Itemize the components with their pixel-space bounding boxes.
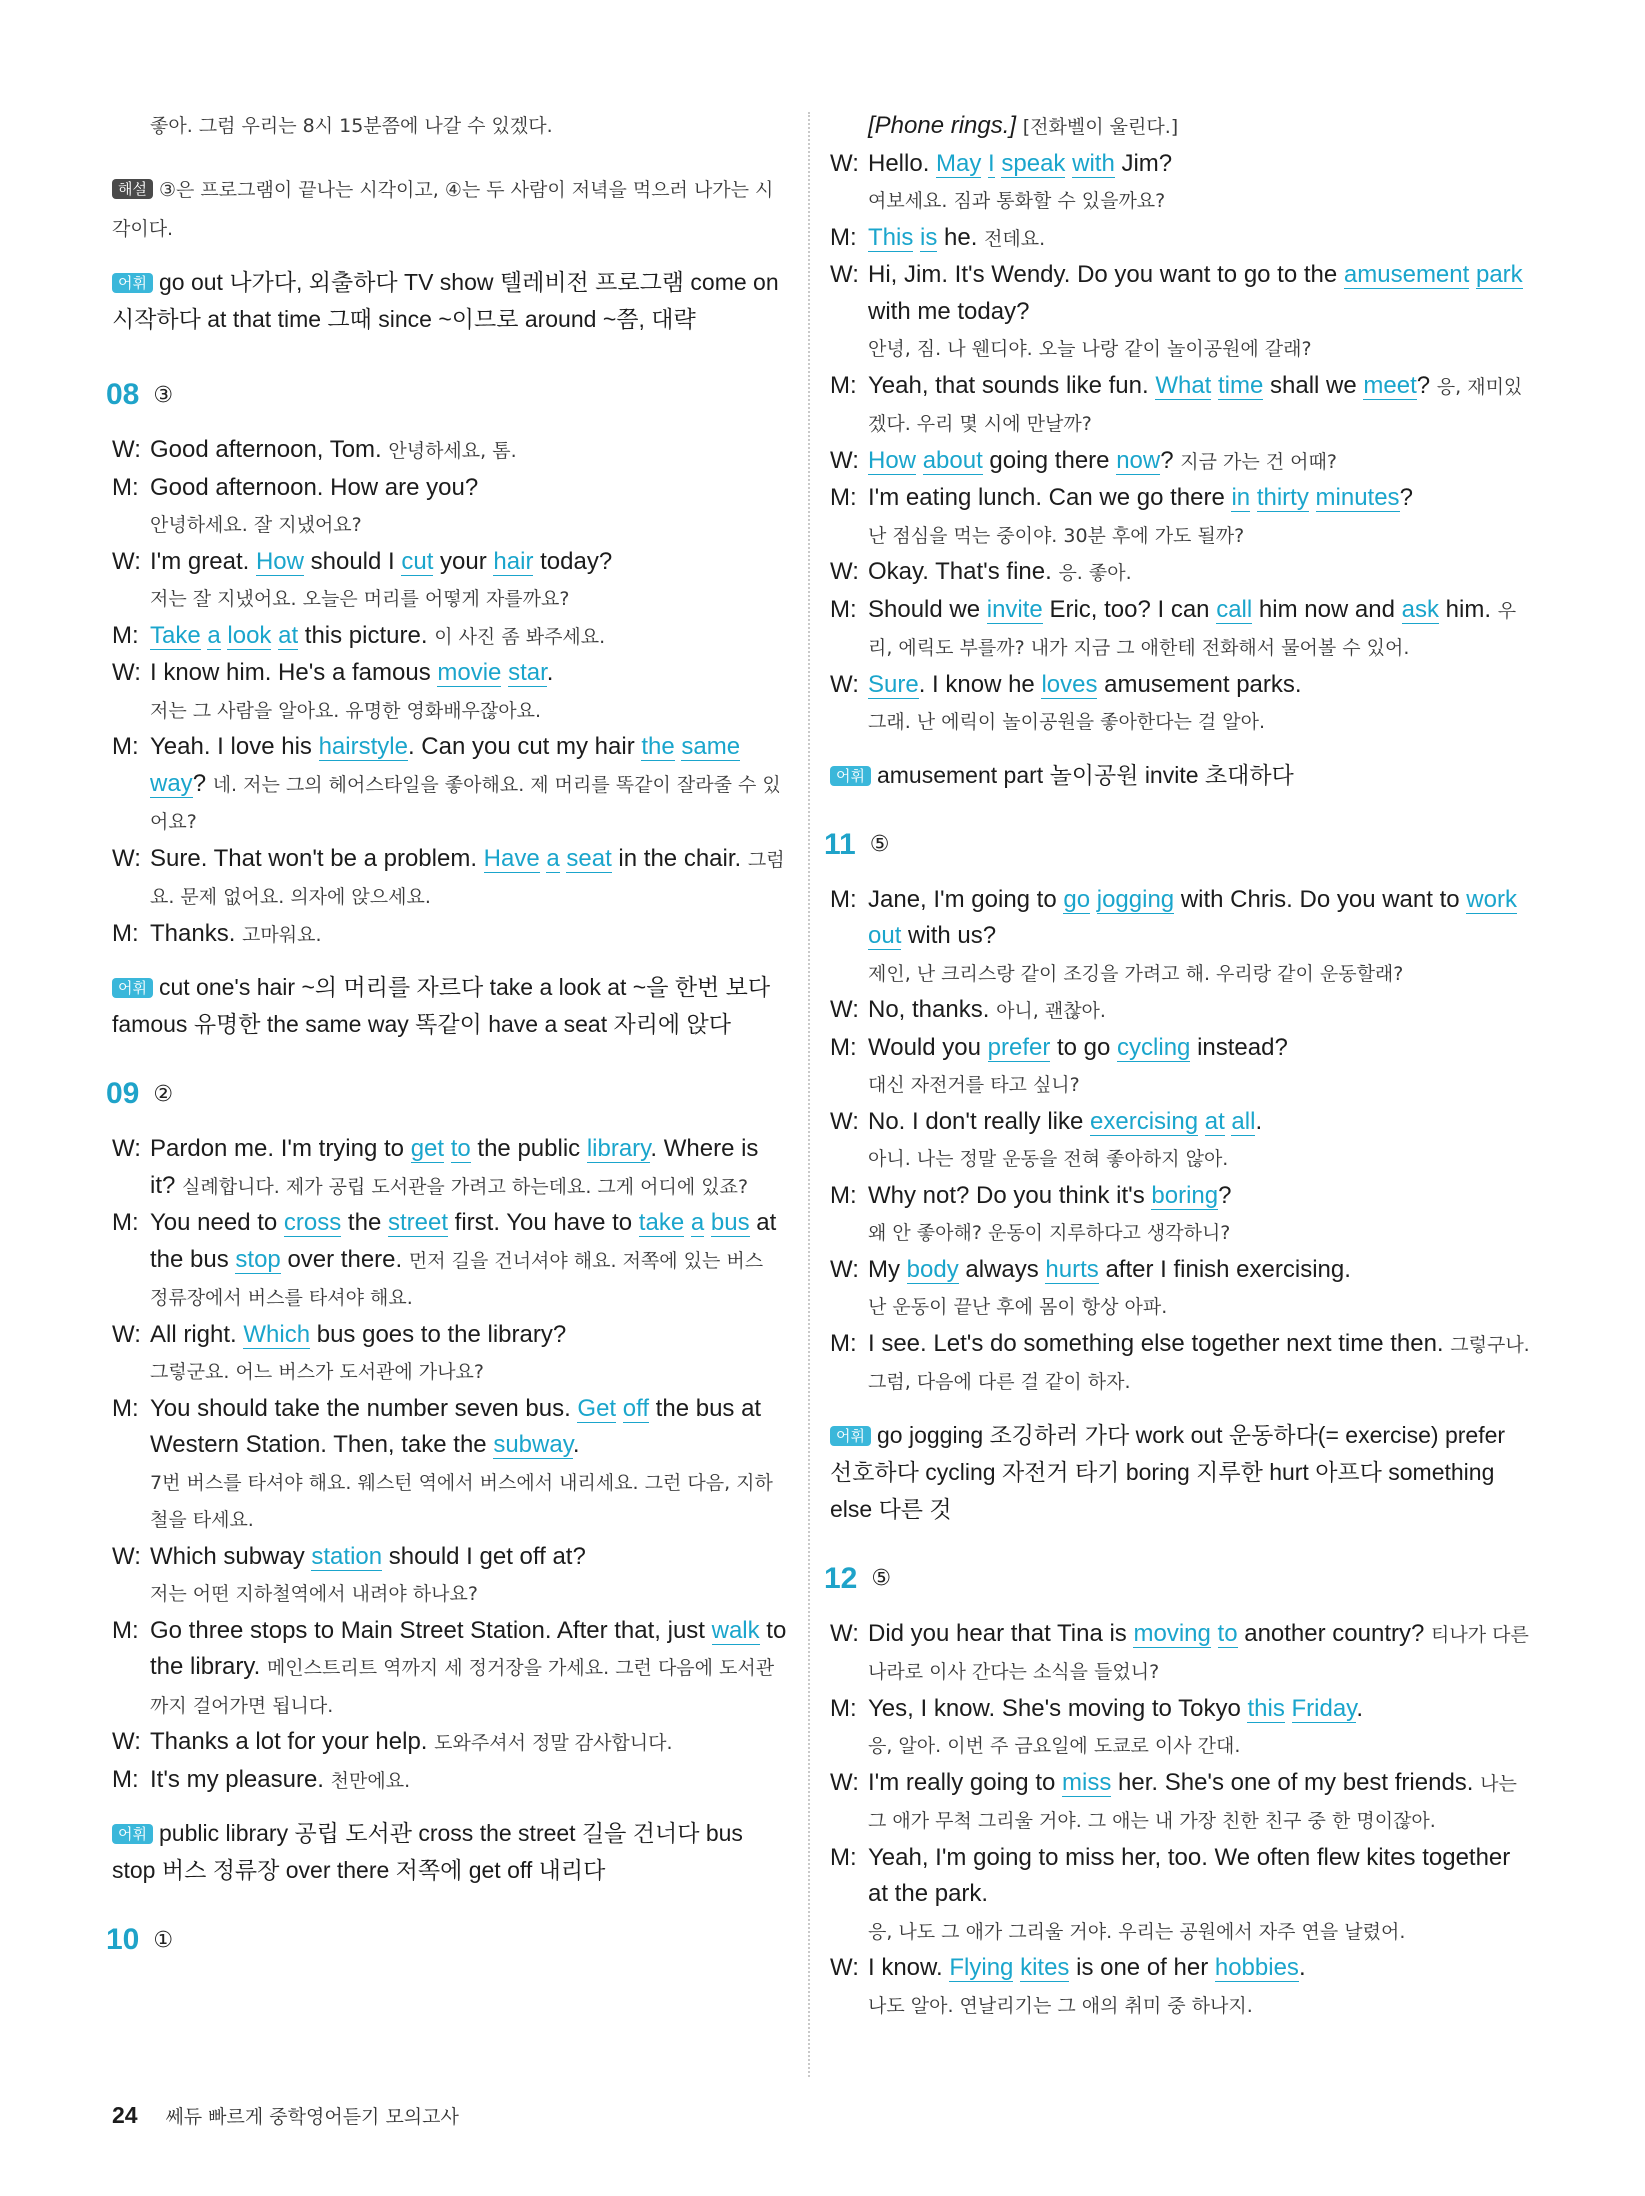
question-12: 12 ⑤ W: Did you hear that Tina is moving to another country? 티나가 다른 나라로 이사 간다는 소식을 들었니? M: Yes, I know. She's moving to Tokyo this Friday. 응, 알아. 이번 주 금요일에 도쿄로 이사 간대. W: I'm really going to miss her. She's one of my best friends. 나는 그 애가 무척 그리울 거야. 그 애는 내 가장 친한 친구 중 한 명이잖아. M: Yeah, I'm going to miss her, too. We often flew kites together at the park. 응, 나도 그 애가 그리울 거야. 우리는 공원에서 자주 연을 날렸어. W: I know. Flying kites is one of her hobbies. 나도 알아. 연날리기는 그 애의 취미 중 하나지. [824,1561,1529,2017]
question-header [824,828,1530,862]
question-10-header [106,1923,787,1957]
stage-direction-ko: [전화벨이 울린다.] [1022,116,1179,138]
question-number: 09 [106,1077,140,1110]
vocab-text: cut one's hair ~의 머리를 자르다 take a look at ~을 한번 보다 famous 유명한 the same way 똑같이 have a seat 자리에 앉다 [112,974,771,1037]
vocab-text: go out 나가다, 외출하다 TV show 텔레비전 프로그램 come on 시작하다 at that time 그때 since ~이므로 around ~쯤, 대략 [112,269,779,332]
answer-mark: ③ [153,382,174,408]
stage-direction: [Phone rings.] [868,112,1017,139]
vocab-text: amusement part 놀이공원 invite 초대하다 [876,761,1294,788]
question-number: 12 [824,1561,858,1595]
left-column [106,108,787,1977]
book-title: 쎄듀 빠르게 중학영어듣기 모의고사 [165,2106,459,2128]
question-header [106,378,787,412]
page-footer [112,2102,459,2129]
right-column [824,108,1530,2058]
question-number: 11 [824,827,856,861]
explanation-text: ③은 프로그램이 끝나는 시각이고, ④는 두 사람이 저녁을 먹으러 나가는 시각이다. [112,179,774,240]
page-number: 24 [112,2102,138,2128]
question-09: 09 ② W: Pardon me. I'm trying to get to the public library. Where is it? 실례합니다. 제가 공립 도서관을 가려고 하는데요. 그게 어디에 있죠? M: You need to cross the street first. You have to take a bus at the bus stop over there. 먼저 길을 건너셔야 해요. 저쪽에 있는 버스 정류장에서 버스를 타셔야 해요. W: All right. Which bus goes to the library? 그렇군요. 어느 버스가 도서관에 가나요? M: You should take the number seven bus. Get off the bus at Western Station. Then, take the subway. 7번 버스를 타셔야 해요. 웨스턴 역에서 버스에서 내리세요. 그런 다음, 지하철을 타세요. W: Which subway station should I get off at? 저는 어떤 지하철역에서 내려야 하나요? M: Go three stops to Main Street Station. After that, just walk to the library. 메인스트리트 역까지 세 정거장을 가세요. 그런 다음에 도서관까지 걸어가면 됩니다. W: Thanks a lot for your help. 도와주셔서 정말 감사합니다. M: It's my pleasure. 천만에요. 어휘 public library 공립 도서관 cross the street 길을 건너다 bus stop 버스 정류장 over there 저쪽에 get off 내리다 [106,1077,787,1883]
answer-mark: ① [153,1927,174,1953]
answer-mark: ⑤ [871,1566,892,1591]
haeseol-tag: 해설 [112,179,153,199]
question-number: 08 [106,378,140,411]
vocab-text: go jogging 조깅하러 가다 work out 운동하다(= exercise) prefer 선호하다 cycling 자전거 타기 boring 지루한 hurt 아프다 something else 다른 것 [830,1421,1506,1522]
vocab-text: public library 공립 도서관 cross the street 길을 건너다 bus stop 버스 정류장 over there 저쪽에 get off 내리다 [112,1820,743,1883]
question-08: 08 ③ W: Good afternoon, Tom. 안녕하세요, 톰. M: Good afternoon. How are you? 안녕하세요. 잘 지냈어요? W: I'm great. How should I cut your hair today? 저는 잘 지냈어요. 오늘은 머리를 어떻게 자를까요? M: Take a look at this picture. 이 사진 좀 봐주세요. W: I know him. He's a famous movie star. 저는 그 사람을 알아요. 유명한 영화배우잖아요. M: Yeah. I love his hairstyle. Can you cut my hair the same way? 네. 저는 그의 헤어스타일을 좋아해요. 제 머리를 똑같이 잘라줄 수 있어요? W: Sure. That won't be a problem. Have a seat in the chair. 그럼요. 문제 없어요. 의자에 앉으세요. M: Thanks. 고마워요. 어휘 cut one's hair ~의 머리를 자르다 take a look at ~을 한번 보다 famous 유명한 the same way 똑같이 have a seat 자리에 앉다 [112,378,787,1043]
vocab-note [112,264,787,338]
explanation-note [112,170,787,248]
question-11: 11 ⑤ M: Jane, I'm going to go jogging with Chris. Do you want to work out with us? 제인, 난 크리스랑 같이 조깅을 가려고 해. 우리랑 같이 운동할래? W: No, thanks. 아니, 괜찮아. M: Would you prefer to go cycling instead? 대신 자전거를 타고 싶니? W: No. I don't really like exercising at all. 아니. 나는 정말 운동을 전혀 좋아하지 않아. M: Why not? Do you think it's boring? 왜 안 좋아해? 운동이 지루하다고 생각하니? W: My body always hurts after I finish exercising. 난 운동이 끝난 후에 몸이 항상 아파. M: I see. Let's do something else together next time then. 그렇구나. 그럼, 다음에 다른 걸 같이 하자. 어휘 go jogging 조깅하러 가다 work out 운동하다(= exercise) prefer 선호하다 cycling 자전거 타기 boring 지루한 hurt 아프다 something else 다른 것 [824,827,1530,1522]
question-number: 10 [106,1923,140,1956]
korean-translation: 좋아. 그럼 우리는 8시 15분쯤에 나갈 수 있겠다. [150,115,553,137]
answer-mark: ⑤ [869,832,890,857]
vocab-tag: 어휘 [112,273,153,293]
question-header [824,1562,1530,1596]
answer-mark: ② [153,1081,174,1107]
question-10-dialogue: [Phone rings.] [전화벨이 울린다.] W: Hello. May I speak with Jim? 여보세요. 짐과 통화할 수 있을까요? M: This is he. 전데요. W: Hi, Jim. It's Wendy. Do you want to go to the amusement park with me today? 안녕, 짐. 나 웬디야. 오늘 나랑 같이 놀이공원에 갈래? M: Yeah, that sounds like fun. What time shall we meet? 응, 재미있겠다. 우리 몇 시에 만날까? W: How about going there now? 지금 가는 건 어때? M: I'm eating lunch. Can we go there in thirty minutes? 난 점심을 먹는 중이야. 30분 후에 가도 될까? W: Okay. That's fine. 응. 좋아. M: Should we invite Eric, too? I can call him now and ask him. 우리, 에릭도 부를까? 내가 지금 그 애한테 전화해서 물어볼 수 있어. W: Sure. I know he loves amusement parks. 그래. 난 에릭이 놀이공원을 좋아한다는 걸 알아. 어휘 amusement part 놀이공원 invite 초대하다 [830,112,1523,788]
column-divider [808,112,810,2077]
question-header [106,1077,787,1111]
